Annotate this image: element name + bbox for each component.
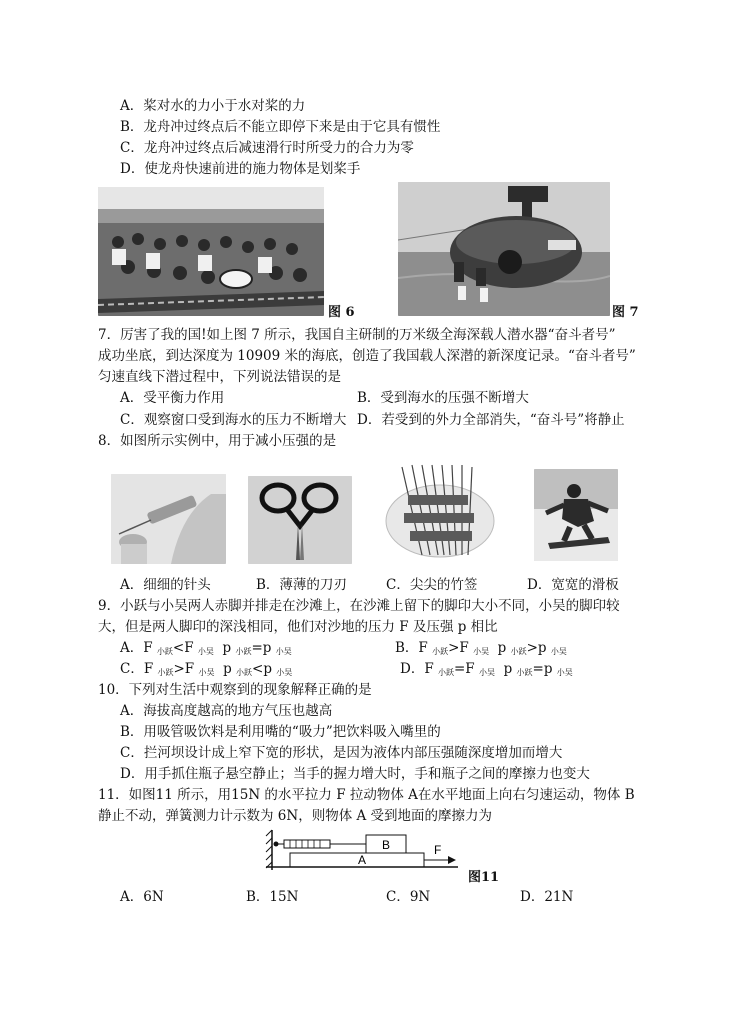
q10-option-d: D．用手抓住瓶子悬空静止；当手的握力增大时，手和瓶子之间的摩擦力也变大 [120,766,590,782]
q9-option-a-op-1: <F [172,640,194,656]
q10-stem: 10．下列对生活中观察到的现象解释正确的是 [98,682,372,698]
q8-option-b: B．薄薄的刀刃 [256,577,347,593]
q7-option-d: D．若受到的外力全部消失，“奋斗号”将静止 [357,412,625,428]
q7-stem-line-3: 匀速直线下潜过程中，下列说法错误的是 [98,369,341,385]
block-a-label: A [357,853,367,867]
q9-option-c-pre: C．F [120,661,154,677]
q9-option-c-mid: p [223,661,232,677]
q10-option-c: C．拦河坝设计成上窄下宽的形状，是因为液体内部压强随深度增加而增大 [120,745,563,761]
spring-scale [276,840,366,848]
q10-option-b: B．用吸管吸饮料是利用嘴的“吸力”把饮料吸入嘴里的 [120,724,441,740]
q11-option-c: C．9N [386,889,431,905]
q9-stem-line-1: 9．小跃与小吴两人赤脚并排走在沙滩上，在沙滩上留下的脚印大小不同，小吴的脚印较 [98,598,620,614]
q8-option-d: D．宽宽的滑板 [527,577,619,593]
force-label: F [434,843,442,857]
q8-option-a: A．细细的针头 [120,577,211,593]
q7-option-c: C．观察窗口受到海水的压力不断增大 [120,412,347,428]
q9-option-a-pre: A．F [120,640,153,656]
q9-option-d-mid: p [503,661,513,677]
q9-option-b-op-1: >F [448,640,469,656]
q9-option-a-sub-1: 小跃 [156,647,173,656]
q11-stem-line-2: 静止不动，弹簧测力计示数为 6N，则物体 A 受到地面的摩擦力为 [98,808,493,824]
q7-option-b: B．受到海水的压强不断增大 [357,390,529,406]
q9-option-b-op-2: >p [526,640,547,656]
q9-option-d-op-1: =F [454,661,475,677]
wall [266,830,272,870]
q9-option-a-sub-2: 小吴 [197,647,214,656]
q9-option-b-pre: B．F [395,640,428,656]
q7-stem-line-1: 7．厉害了我的国!如上图 7 所示，我国自主研制的万米级全海深载人潜水器“奋斗者号” [98,327,616,343]
needle-photo [111,474,226,564]
q8-option-c: C．尖尖的竹签 [386,577,478,593]
figure-11-caption: 图11 [468,870,500,885]
q9-option-b-sub-1: 小跃 [432,647,449,656]
force-arrow [424,856,456,864]
q11-option-d: D．21N [520,889,574,905]
q9-option-c-op-1: >F [173,661,195,677]
block-b-label: B [381,838,391,852]
q9-option-b-sub-2: 小吴 [473,647,490,656]
q9-option-a-op-2: =p [251,640,272,656]
scissors-photo [248,476,352,564]
q11-option-a: A．6N [120,889,164,905]
q9-option-b-sub-3: 小跃 [510,647,527,656]
q11-stem-line-1: 11．如图11 所示，用15N 的水平拉力 F 拉动物体 A在水平地面上向右匀速运动，物体 B [98,787,635,803]
q6-option-b: B．龙舟冲过终点后不能立即停下来是由于它具有惯性 [120,119,441,135]
q9-option-b-sub-4: 小吴 [550,647,567,656]
figure-6-caption: 图 6 [328,305,355,320]
figure-7-caption: 图 7 [612,305,639,320]
submersible-photo [398,182,610,316]
q9-option-c-sub-2: 小吴 [198,668,215,677]
q9-option-d-sub-4: 小吴 [556,668,573,677]
q6-option-a: A．桨对水的力小于水对桨的力 [120,98,306,114]
q7-option-a: A．受平衡力作用 [120,390,225,406]
q9-option-c-sub-4: 小吴 [276,668,293,677]
q9-option-d-sub-2: 小吴 [478,668,495,677]
q9-option-d-sub-3: 小跃 [516,668,533,677]
dragon-boat-photo [98,187,324,316]
bamboo-skewers-photo [382,459,497,567]
q9-option-a-sub-3: 小跃 [235,647,252,656]
q9-option-c-op-2: <p [252,661,272,677]
q9-option-c-sub-1: 小跃 [157,668,174,677]
q8-stem: 8．如图所示实例中，用于减小压强的是 [98,433,337,449]
q10-option-a: A．海拔高度越高的地方气压也越高 [120,703,333,719]
q7-stem-line-2: 成功坐底，到达深度为 10909 米的海底，创造了我国载人深潜的新深度记录。“奋斗者号” [98,348,636,364]
q6-option-d: D．使龙舟快速前进的施力物体是划桨手 [120,161,361,177]
q6-option-c: C．龙舟冲过终点后减速滑行时所受力的合力为零 [120,140,414,156]
q9-option-b-mid: p [497,640,507,656]
q9-option-d-op-2: =p [532,661,553,677]
snowboard-photo [534,469,618,561]
q9-option-d-pre: D．F [400,661,434,677]
q11-option-b: B．15N [246,889,299,905]
spring-scale-diagram [262,826,462,876]
q9-option-c-sub-3: 小跃 [236,668,253,677]
q9-option-d [400,659,573,683]
q9-option-d-sub-1: 小跃 [438,668,454,677]
q9-option-a-sub-4: 小吴 [275,647,292,656]
q9-stem-line-2: 大，但是两人脚印的深浅相同，他们对沙地的压力 F 及压强 p 相比 [98,619,498,635]
q9-option-a-mid: p [222,640,232,656]
